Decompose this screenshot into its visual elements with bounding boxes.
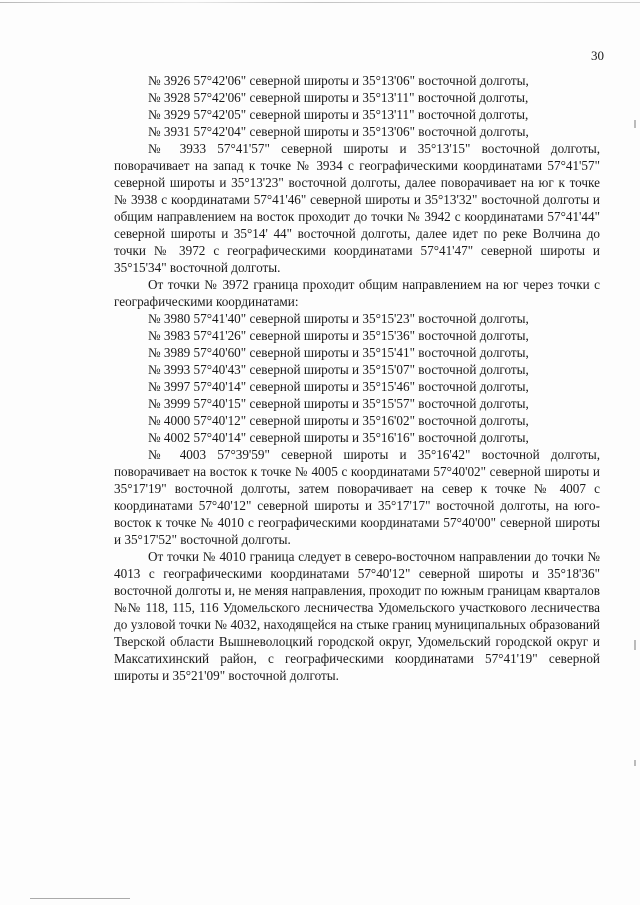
coordinate-line: № 3928 57°42'06" северной широты и 35°13'11" восточной долготы,	[148, 90, 529, 105]
boundary-paragraph: № 3933 57°41'57" северной широты и 35°13'15" восточной долготы, поворачивает на запад к точке № 3934 с географическими координатами 57°41'57" северной широты и 35°13'23" восточной долготы, далее поворачивает на юг к точке № 3938 с координатами 57°41'46" северной широты и 35°13'32" восточной долготы и общим направлением на восток проходит до точки № 3942 с координатами 57°41'44" северной широты и 35°14' 44" восточной долготы, далее идет по реке Волчина до точки № 3972 с географическими координатами 57°41'47" северной широты и 35°15'34" восточной долготы.	[114, 141, 600, 275]
coordinate-line: № 4000 57°40'12" северной широты и 35°16'02" восточной долготы,	[148, 413, 529, 428]
scan-artifact-edge	[634, 120, 636, 128]
scan-artifact-edge	[634, 640, 636, 650]
boundary-paragraph: От точки № 3972 граница проходит общим направлением на юг через точки с географическими координатами:	[114, 277, 600, 309]
page-number: 30	[591, 48, 604, 63]
coordinate-line: № 3929 57°42'05" северной широты и 35°13'11" восточной долготы,	[148, 107, 529, 122]
coordinate-line: № 3993 57°40'43" северной широты и 35°15'07" восточной долготы,	[148, 362, 529, 377]
coordinate-line: № 3997 57°40'14" северной широты и 35°15'46" восточной долготы,	[148, 379, 529, 394]
boundary-paragraph: От точки № 4010 граница следует в северо-восточном направлении до точки № 4013 с географическими координатами 57°40'12" северной широты и 35°18'36" восточной долготы и, не меняя направления, проходит по южным границам кварталов №№ 118, 115, 116 Удомельского лесничества Удомельского участкового лесничества до узловой точки № 4032, находящейся на стыке границ муниципальных образований Тверской области Вышневолоцкий городской округ, Удомельский городской округ и Максатихинский район, с географическими координатами 57°41'19" северной широты и 35°21'09" восточной долготы.	[114, 549, 600, 683]
coordinate-line: № 3999 57°40'15" северной широты и 35°15'57" восточной долготы,	[148, 396, 529, 411]
coordinate-line: № 3983 57°41'26" северной широты и 35°15'36" восточной долготы,	[148, 328, 529, 343]
coordinate-line: № 3980 57°41'40" северной широты и 35°15'23" восточной долготы,	[148, 311, 529, 326]
boundary-paragraph: № 4003 57°39'59" северной широты и 35°16'42" восточной долготы, поворачивает на восток к точке № 4005 с координатами 57°40'02" северной широты и 35°17'19" восточной долготы, затем поворачивает на север к точке № 4007 с координатами 57°40'12" северной широты и 35°17'17" восточной долготы, на юго-восток к точке № 4010 с географическими координатами 57°40'00" северной широты и 35°17'52" восточной долготы.	[114, 447, 600, 547]
coordinate-line: № 4002 57°40'14" северной широты и 35°16'16" восточной долготы,	[148, 430, 529, 445]
coordinate-line: № 3926 57°42'06" северной широты и 35°13'06" восточной долготы,	[148, 73, 529, 88]
document-body	[114, 72, 600, 684]
coordinate-line: № 3931 57°42'04" северной широты и 35°13'06" восточной долготы,	[148, 124, 529, 139]
scan-artifact-edge	[634, 760, 636, 766]
scan-artifact-top	[0, 2, 640, 3]
scan-artifact-bottom	[30, 898, 130, 899]
coordinate-line: № 3989 57°40'60" северной широты и 35°15'41" восточной долготы,	[148, 345, 529, 360]
